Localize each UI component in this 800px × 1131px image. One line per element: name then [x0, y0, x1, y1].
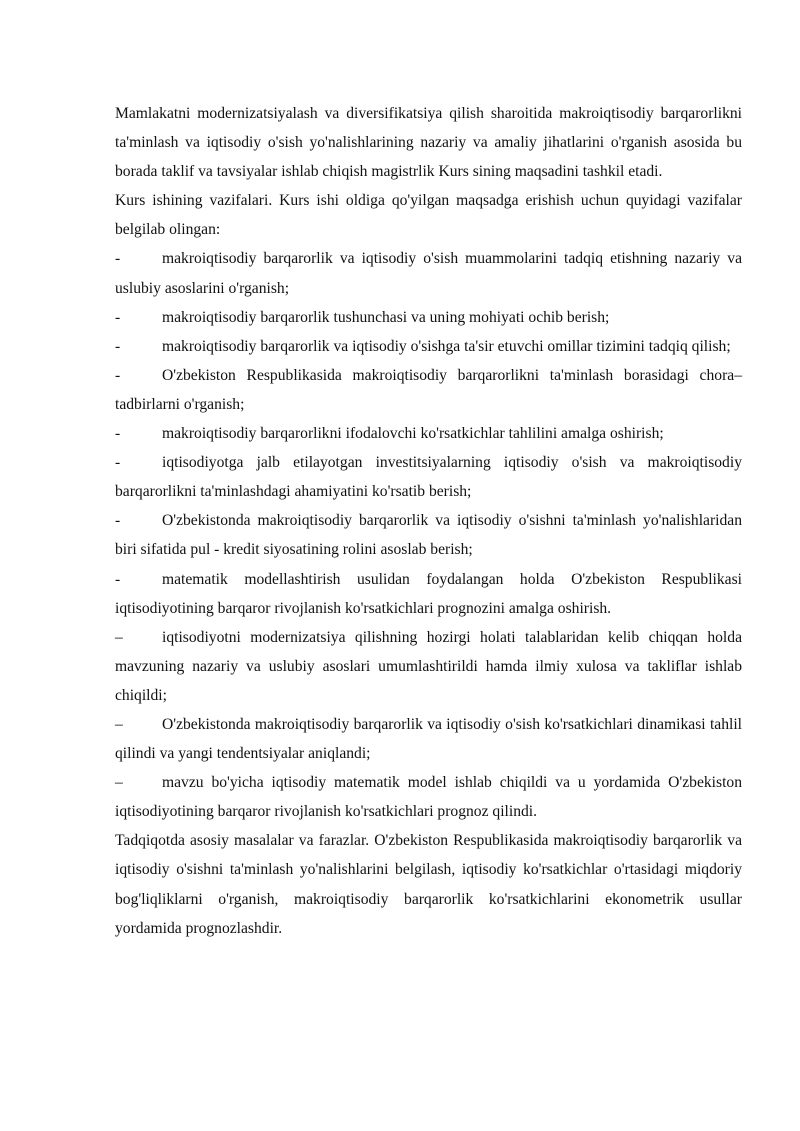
list-item-marker: -	[115, 454, 121, 472]
task-list	[115, 244, 742, 826]
document-page	[115, 99, 742, 943]
list-item	[115, 768, 742, 826]
list-item-marker: -	[115, 570, 121, 588]
list-item-marker: –	[115, 628, 123, 646]
list-item-text: makroiqtisodiy barqarorlik va iqtisodiy o'sish muammolarini tadqiq etishning nazariy va uslubiy asoslarini o'rganish;	[115, 250, 742, 297]
list-item	[115, 623, 742, 710]
list-item-text: makroiqtisodiy barqarorlikni ifodalovchi ko'rsatkichlar tahlilini amalga oshirish;	[162, 425, 664, 443]
list-item-text: matematik modellashtirish usulidan foydalangan holda O'zbekiston Respublikasi iqtisodiyotining barqaror rivojlanish ko'rsatkichlari prognozini amalga oshirish.	[115, 570, 742, 617]
list-item-text: O'zbekistonda makroiqtisodiy barqarorlik va iqtisodiy o'sish ko'rsatkichlari dinamikasi tahlil qilindi va yangi tendentsiyalar aniqlandi;	[115, 715, 742, 763]
list-item-text: mavzu bo'yicha iqtisodiy matematik model ishlab chiqildi va u yordamida O'zbekiston iqtisodiyotining barqaror rivojlanish ko'rsatkichlari prognoz qilindi.	[115, 774, 742, 821]
list-item	[115, 332, 742, 361]
list-item-marker: -	[115, 308, 121, 326]
list-item-text: O'zbekistonda makroiqtisodiy barqarorlik va iqtisodiy o'sishni ta'minlash yo'nalishlaridan biri sifatida pul - kredit siyosatining rolini asoslab berish;	[115, 512, 742, 559]
list-item-marker: -	[115, 425, 121, 443]
list-item-text: makroiqtisodiy barqarorlik tushunchasi va uning mohiyati ochib berish;	[162, 308, 610, 326]
list-item-text: O'zbekiston Respublikasida makroiqtisodiy barqarorlikni ta'minlash borasidagi chora–tadbirlarni o'rganish;	[115, 366, 742, 413]
list-item-text: makroiqtisodiy barqarorlik va iqtisodiy o'sishga ta'sir etuvchi omillar tizimini tadqiq qilish;	[162, 337, 731, 355]
tasks-paragraph: Kurs ishining vazifalari. Kurs ishi oldiga qo'yilgan maqsadga erishish uchun quyidagi vazifalar belgilab olingan:	[115, 192, 742, 239]
list-item-marker: -	[115, 337, 121, 355]
list-item-marker: -	[115, 366, 121, 384]
list-item-text: iqtisodiyotni modernizatsiya qilishning hozirgi holati talablaridan kelib chiqqan holda mavzuning nazariy va uslubiy asoslari umumlashtirildi hamda ilmiy xulosa va takliflar ishlab chiqildi;	[115, 628, 742, 704]
list-item	[115, 419, 742, 448]
intro-paragraph: Mamlakatni modernizatsiyalash va diversifikatsiya qilish sharoitida makroiqtisodiy barqarorlikni ta'minlash va iqtisodiy o'sish yo'nalishlarining nazariy va amaliy jihatlarini o'rganish asosida bu borada taklif va tavsiyalar ishlab chiqish magistrlik Kurs sining maqsadini tashkil etadi.	[115, 105, 742, 181]
list-item-marker: –	[115, 774, 123, 792]
list-item	[115, 244, 742, 302]
list-item	[115, 448, 742, 506]
list-item	[115, 565, 742, 623]
list-item	[115, 506, 742, 564]
list-item	[115, 303, 742, 332]
list-item	[115, 361, 742, 419]
list-item-marker: -	[115, 512, 121, 530]
list-item-marker: -	[115, 250, 121, 268]
list-item-marker: –	[115, 715, 123, 733]
closing-paragraph: Tadqiqotda asosiy masalalar va farazlar. O'zbekiston Respublikasida makroiqtisodiy barqarorlik va iqtisodiy o'sishni ta'minlash yo'nalishlarini belgilash, iqtisodiy ko'rsatkichlar o'rtasidagi miqdoriy bog'liqliklarni o'rganish, makroiqtisodiy barqarorlik ko'rsatkichlarini ekonometrik usullar yordamida prognozlashdir.	[115, 832, 742, 937]
list-item-text: iqtisodiyotga jalb etilayotgan investitsiyalarning iqtisodiy o'sish va makroiqtisodiy barqarorlikni ta'minlashdagi ahamiyatini ko'rsatib berish;	[115, 454, 742, 501]
list-item	[115, 710, 742, 768]
